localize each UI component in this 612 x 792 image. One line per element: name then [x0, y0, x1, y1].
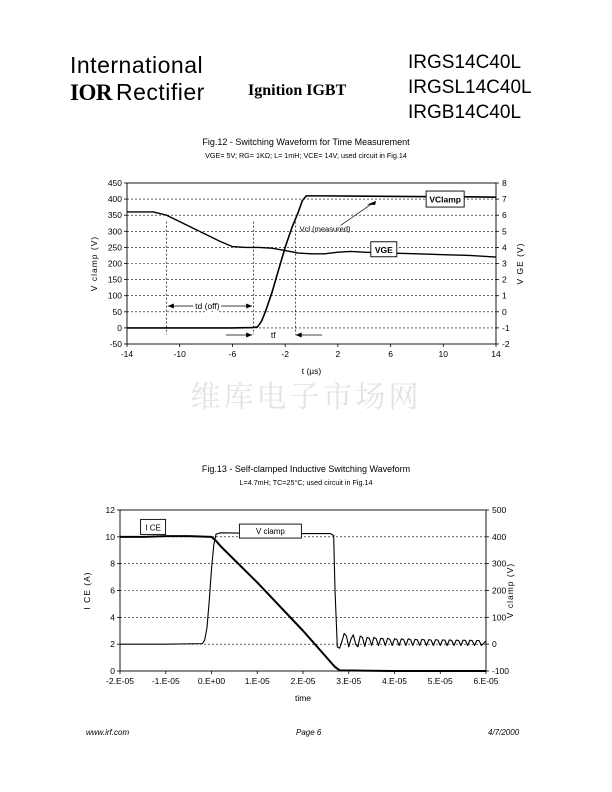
- fig12-ytick-label-right: 3: [502, 258, 507, 269]
- product-type: Ignition IGBT: [248, 82, 347, 99]
- fig12-ytick-label-left: 100: [107, 290, 122, 301]
- fig13-xtick-label: 4.E-05: [381, 676, 408, 686]
- fig13-xlabel: time: [294, 693, 312, 703]
- company-name-rectifier: Rectifier: [115, 79, 205, 105]
- fig13-ytick-label-right: 400: [492, 531, 507, 542]
- fig13-ytick-label-right: 100: [492, 612, 507, 623]
- fig13-series-ice-line: [120, 536, 486, 671]
- fig12-xtick-label: -14: [120, 349, 134, 359]
- fig12-td-arrowhead-left: [168, 304, 174, 309]
- watermark: 维库电子市场网: [190, 380, 422, 415]
- fig12-ytick-label-right: 4: [502, 242, 507, 253]
- fig12-ytick-label-left: 350: [107, 210, 122, 221]
- fig12-ytick-label-left: 300: [107, 226, 122, 237]
- fig13-xtick-label: 6.E-05: [473, 676, 499, 686]
- fig12-ytick-label-right: 7: [502, 194, 507, 205]
- fig12-ylabel-left: V clamp (V): [89, 235, 99, 292]
- fig13-ytick-label-left: 12: [105, 505, 115, 515]
- fig13-ytick-label-left: 6: [110, 585, 115, 596]
- fig12-ytick-label-left: 450: [107, 178, 122, 188]
- fig12-xtick-label: 2: [335, 349, 341, 359]
- footer-date: 4/7/2000: [488, 728, 520, 737]
- fig13-ytick-label-right: 200: [492, 585, 507, 596]
- fig13-xtick-label: 2.E-05: [290, 676, 316, 686]
- fig12-tf-arrowhead-right: [296, 332, 302, 337]
- fig12-xtick-label: -2: [281, 349, 289, 359]
- fig13-ytick-label-right: 300: [492, 558, 507, 569]
- fig13-vclamp-legend-label: V clamp: [255, 527, 285, 537]
- fig13-ytick-label-left: 10: [105, 531, 115, 542]
- fig13-ytick-label-right: 0: [492, 639, 497, 650]
- footer-page: Page 6: [296, 728, 322, 737]
- fig13-title: Fig.13 - Self-clamped Inductive Switching Waveform: [201, 464, 411, 474]
- fig12-vclamp-legend-label: VClamp: [429, 194, 461, 205]
- part-number-3: IRGB14C40L: [408, 102, 522, 123]
- fig12-xtick-label: -6: [228, 349, 237, 359]
- fig12-ytick-label-right: 6: [502, 210, 507, 221]
- fig13-ylabel-left: I CE (A): [82, 571, 92, 610]
- part-number-1: IRGS14C40L: [408, 52, 522, 73]
- fig12-xtick-label: -10: [173, 349, 186, 359]
- fig12-vge-legend-label: VGE: [374, 244, 393, 255]
- company-logo-line1: International: [70, 52, 204, 78]
- fig12-ytick-label-left: 200: [107, 258, 122, 269]
- fig12-xlabel: t (µs): [301, 366, 322, 376]
- fig13-xtick-label: -2.E-05: [106, 676, 134, 686]
- fig12-ytick-label-left: 50: [112, 306, 122, 317]
- fig12-xtick-label: 6: [388, 349, 393, 359]
- ior-logo-icon: IOR: [70, 80, 112, 105]
- fig12-ytick-label-right: -1: [502, 322, 510, 333]
- fig13-ytick-label-left: 4: [110, 612, 115, 623]
- fig12-vcl-measured-label: Vcl (measured): [299, 224, 351, 234]
- fig12-ytick-label-right: 1: [502, 290, 507, 301]
- fig12-subtitle: VGE= 5V; RG= 1KΩ; L= 1mH; VCE= 14V; used circuit in Fig.14: [205, 151, 407, 160]
- fig12-xtick-label: 14: [491, 349, 501, 359]
- fig13-ytick-label-left: 2: [110, 639, 115, 650]
- fig12-vcl-pointer-head: [367, 201, 376, 205]
- fig12-ytick-label-right: -2: [502, 339, 510, 349]
- fig12-ytick-label-left: 400: [107, 194, 122, 205]
- fig12-ytick-label-left: 150: [107, 274, 122, 285]
- fig13-xtick-label: 5.E-05: [427, 676, 453, 686]
- fig13-ytick-label-left: 0: [110, 666, 115, 676]
- fig13-ytick-label-right: 500: [492, 505, 507, 515]
- fig12-vcl-pointer: [340, 202, 374, 226]
- fig12-series-vclamp-line: [127, 196, 496, 328]
- fig12-title: Fig.12 - Switching Waveform for Time Measurement: [202, 137, 410, 147]
- fig13-ytick-label-left: 8: [110, 558, 115, 569]
- fig12-tf-label: tf: [270, 329, 276, 340]
- fig12-ytick-label-left: -50: [109, 339, 122, 349]
- fig12-tf-arrowhead-left: [246, 332, 252, 337]
- fig13-ylabel-right: V clamp (V): [505, 562, 515, 619]
- fig12-td-off-label: td (off): [195, 301, 220, 312]
- fig13-ice-legend-label: I CE: [145, 523, 161, 533]
- fig13-xtick-label: 1.E-05: [244, 676, 270, 686]
- fig13-xtick-label: 3.E-05: [336, 676, 362, 686]
- fig12-xtick-label: 10: [438, 349, 449, 359]
- fig12-ytick-label-right: 0: [502, 306, 507, 317]
- fig13-xtick-label: 0.E+00: [197, 676, 226, 686]
- part-number-2: IRGSL14C40L: [408, 77, 532, 98]
- fig13-ytick-label-right: -100: [492, 666, 510, 676]
- fig13-subtitle: L=4.7mH; TC=25°C; used circuit in Fig.14: [239, 478, 373, 487]
- footer-website[interactable]: www.irf.com: [86, 728, 130, 737]
- fig13-xtick-label: -1.E-05: [151, 676, 180, 686]
- fig12-series-vge-line: [127, 212, 496, 257]
- fig12-ytick-label-left: 250: [107, 242, 122, 253]
- fig12-ylabel-right: V GE (V): [515, 242, 525, 285]
- fig12-ytick-label-right: 5: [502, 226, 507, 237]
- fig12-ytick-label-left: 0: [117, 322, 122, 333]
- fig12-ytick-label-right: 2: [502, 274, 507, 285]
- fig12-ytick-label-right: 8: [502, 178, 507, 188]
- fig12-td-arrowhead-right: [246, 304, 252, 309]
